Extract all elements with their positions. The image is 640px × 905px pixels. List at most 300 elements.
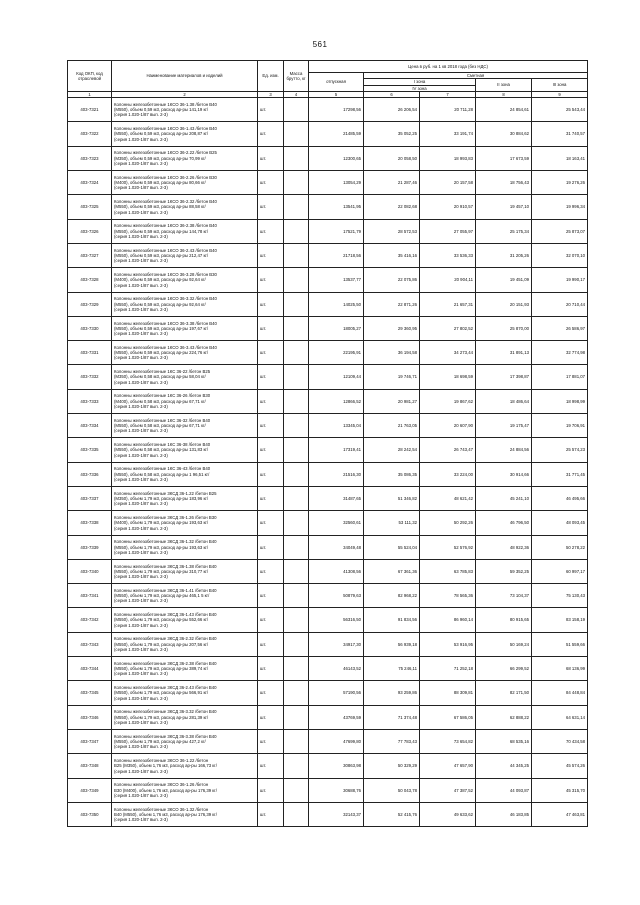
item-description-line: (серия 1.020-1/87 вып. 2-3) <box>114 258 168 264</box>
price-zone-1: 22 871,26 <box>364 292 420 316</box>
price-zone-1: 52 415,76 <box>364 802 420 826</box>
price-zone-2: 86 960,14 <box>420 608 476 632</box>
item-description-line: (М400), объем 0,59 м3, расход ар-ры 92,64 кг/ <box>114 277 206 283</box>
item-description-line: (серия 1.020-1/87 вып. 2-3) <box>114 282 168 288</box>
price-zone-4: 84 448,84 <box>532 681 588 705</box>
item-description-line: (М550), объем 0,59 м3, расход ар-ры 88,58 кг/ <box>114 204 206 210</box>
price-release: 31487,65 <box>309 486 364 510</box>
item-description-line: В25 (М350), объем 1,76 м3, расход ар-ры 166,73 кг/ <box>114 763 217 769</box>
price-zone-4: 32 070,10 <box>532 243 588 267</box>
price-zone-1: 50 043,78 <box>364 778 420 802</box>
price-zone-4: 48 093,45 <box>532 511 588 535</box>
item-unit: шт. <box>258 559 284 583</box>
price-release: 12300,65 <box>309 146 364 170</box>
price-zone-2: 71 252,18 <box>420 657 476 681</box>
table-row <box>68 657 588 681</box>
item-unit: шт. <box>258 292 284 316</box>
item-description-line: Колонны железобетонные 1КСО 36-1.43 /бетон В40 <box>114 126 217 132</box>
price-zone-3: 45 241,10 <box>476 486 532 510</box>
price-zone-1: 35 416,16 <box>364 243 420 267</box>
header-zone-2: II зона <box>476 79 532 92</box>
price-zone-1: 93 259,86 <box>364 681 420 705</box>
item-description <box>112 268 258 292</box>
item-description-line: (серия 1.020-1/87 вып. 2-3) <box>114 331 168 337</box>
item-description-line: (М350), объем 0,58 м3, расход ар-ры 58,04 кг/ <box>114 374 206 380</box>
item-mass <box>284 705 309 729</box>
item-description <box>112 608 258 632</box>
item-description-line: (М550), объем 0,58 м3, расход ар-ры 131,83 кг/ <box>114 447 209 453</box>
item-description-line: (серия 1.020-1/87 вып. 2-3) <box>114 549 168 555</box>
price-zone-1: 51 346,82 <box>364 486 420 510</box>
price-release: 32560,61 <box>309 511 364 535</box>
item-description-line: Колонны железобетонные 1КСО 36-3.38 /бетон В40 <box>114 320 217 326</box>
item-mass <box>284 195 309 219</box>
price-zone-1: 56 939,18 <box>364 632 420 656</box>
price-zone-2: 67 586,05 <box>420 705 476 729</box>
item-description-line: Колонны железобетонные 1КСО 36-2.38 /бетон В40 <box>114 223 217 229</box>
price-zone-3: 46 183,85 <box>476 802 532 826</box>
price-zone-3: 48 922,36 <box>476 535 532 559</box>
table-row <box>68 511 588 535</box>
item-description <box>112 559 258 583</box>
price-zone-4: 18 998,99 <box>532 389 588 413</box>
header-name: Наименование материалов и изделий <box>112 61 258 92</box>
table-row <box>68 778 588 802</box>
item-code: 403-7344 <box>68 657 112 681</box>
item-code: 403-7329 <box>68 292 112 316</box>
table-row <box>68 365 588 389</box>
item-mass <box>284 268 309 292</box>
item-mass <box>284 243 309 267</box>
price-zone-3: 18 756,43 <box>476 171 532 195</box>
item-code: 403-7327 <box>68 243 112 267</box>
item-mass <box>284 171 309 195</box>
item-description-line: (М550), объем 0,59 м3, расход ар-ры 208,87 кг/ <box>114 131 209 137</box>
table-row <box>68 462 588 486</box>
item-description-line: Колонны железобетонные 3КСД 36-3.32 /бетон В40 <box>114 709 217 715</box>
item-description-line: (М550), объем 1,79 м3, расход ар-ры 207,56 кг/ <box>114 641 209 647</box>
item-description-line: Колонны железобетонные 1КСО 36-3.28 /бетон В30 <box>114 271 217 277</box>
item-description-line: Колонны железобетонные 3КСО 36-1.26 /бетон <box>114 782 209 788</box>
item-description-line: Колонны железобетонные 3КСД 36-1.38 /бетон В40 <box>114 563 217 569</box>
item-code: 403-7346 <box>68 705 112 729</box>
price-zone-3: 59 352,25 <box>476 559 532 583</box>
price-zone-1: 50 329,29 <box>364 754 420 778</box>
item-description-line: (серия 1.020-1/87 вып. 2-3) <box>114 112 168 118</box>
price-zone-4: 47 463,81 <box>532 802 588 826</box>
item-description-line: (М550), объем 0,59 м3, расход ар-ры 224,76 кг/ <box>114 350 209 356</box>
price-release: 43769,59 <box>309 705 364 729</box>
item-description-line: Колонны железобетонные 3КСД 36-1.22 /бетон В25 <box>114 490 217 496</box>
item-description-line: (М550), объем 0,59 м3, расход ар-ры 144,78 кг/ <box>114 228 209 234</box>
item-mass <box>284 778 309 802</box>
item-mass <box>284 365 309 389</box>
header-code: Код ОКП, код отраслевой <box>68 61 112 92</box>
item-mass <box>284 535 309 559</box>
item-unit: шт. <box>258 778 284 802</box>
price-release: 13345,04 <box>309 414 364 438</box>
item-mass <box>284 146 309 170</box>
price-zone-1: 53 111,32 <box>364 511 420 535</box>
price-zone-1: 35 086,35 <box>364 462 420 486</box>
item-unit: шт. <box>258 657 284 681</box>
item-description-line: (серия 1.020-1/87 вып. 2-3) <box>114 355 168 361</box>
item-description-line: (М550), объем 0,59 м3, расход ар-ры 197,67 кг/ <box>114 325 209 331</box>
item-code: 403-7343 <box>68 632 112 656</box>
item-unit: шт. <box>258 389 284 413</box>
price-zone-2: 33 224,00 <box>420 462 476 486</box>
item-description-line: (серия 1.020-1/87 вып. 2-3) <box>114 452 168 458</box>
price-zone-4: 25 873,07 <box>532 219 588 243</box>
price-zone-1: 21 763,05 <box>364 414 420 438</box>
price-release: 32143,37 <box>309 802 364 826</box>
item-code: 403-7340 <box>68 559 112 583</box>
item-description <box>112 219 258 243</box>
item-description-line: (серия 1.020-1/87 вып. 2-3) <box>114 574 168 580</box>
item-description-line: (серия 1.020-1/87 вып. 2-3) <box>114 598 168 604</box>
item-unit: шт. <box>258 146 284 170</box>
table-row <box>68 98 588 122</box>
item-description-line: (серия 1.020-1/87 вып. 2-3) <box>114 476 168 482</box>
header-estimate-group: Сметная <box>364 73 588 79</box>
price-zone-3: 24 884,56 <box>476 438 532 462</box>
item-code: 403-7336 <box>68 462 112 486</box>
item-description-line: (серия 1.020-1/87 вып. 2-3) <box>114 622 168 628</box>
price-zone-3: 80 915,65 <box>476 608 532 632</box>
item-unit: шт. <box>258 414 284 438</box>
price-zone-4: 50 278,22 <box>532 535 588 559</box>
price-zone-2: 27 802,52 <box>420 316 476 340</box>
price-zone-2: 26 743,47 <box>420 438 476 462</box>
item-description-line: (М550), объем 0,58 м3, расход ар-ры 1 96,51 кг/ <box>114 471 210 477</box>
item-unit: шт. <box>258 243 284 267</box>
price-release: 46143,52 <box>309 657 364 681</box>
item-code: 403-7350 <box>68 802 112 826</box>
item-description <box>112 122 258 146</box>
item-description-line: Колонны железобетонные 1КС 36-38 /бетон В40 <box>114 442 211 448</box>
price-zone-1: 28 572,53 <box>364 219 420 243</box>
table-row <box>68 316 588 340</box>
item-description <box>112 292 258 316</box>
item-code: 403-7326 <box>68 219 112 243</box>
item-description <box>112 146 258 170</box>
price-release: 13054,29 <box>309 171 364 195</box>
table-row <box>68 729 588 753</box>
item-code: 403-7338 <box>68 511 112 535</box>
price-zone-4: 31 740,57 <box>532 122 588 146</box>
item-description-line: (серия 1.020-1/87 вып. 2-3) <box>114 404 168 410</box>
price-zone-2: 18 993,83 <box>420 146 476 170</box>
item-unit: шт. <box>258 486 284 510</box>
price-zone-4: 17 881,07 <box>532 365 588 389</box>
item-mass <box>284 657 309 681</box>
price-zone-2: 47 387,52 <box>420 778 476 802</box>
table-row <box>68 535 588 559</box>
price-release: 17319,41 <box>309 438 364 462</box>
price-release: 56316,50 <box>309 608 364 632</box>
item-mass <box>284 316 309 340</box>
item-mass <box>284 584 309 608</box>
price-zone-1: 19 746,71 <box>364 365 420 389</box>
item-unit: шт. <box>258 705 284 729</box>
item-mass <box>284 292 309 316</box>
item-description-line: (серия 1.020-1/87 вып. 2-3) <box>114 209 168 215</box>
table-row <box>68 146 588 170</box>
item-description-line: (М550), объем 1,79 м3, расход ар-ры 552,66 кг/ <box>114 617 209 623</box>
price-zone-3: 82 171,50 <box>476 681 532 705</box>
item-description-line: (М550), объем 1,79 м3, расход ар-ры 427,2 кг/ <box>114 738 206 744</box>
price-zone-3: 19 457,10 <box>476 195 532 219</box>
price-release: 57190,56 <box>309 681 364 705</box>
item-description-line: (М400), объем 0,59 м3, расход ар-ры 80,66 кг/ <box>114 180 206 186</box>
price-release: 12109,44 <box>309 365 364 389</box>
price-zone-1: 35 052,25 <box>364 122 420 146</box>
item-unit: шт. <box>258 584 284 608</box>
price-zone-2: 33 536,33 <box>420 243 476 267</box>
item-unit: шт. <box>258 535 284 559</box>
table-row <box>68 486 588 510</box>
item-description-line: Колонны железобетонные 1КСО 36-2.22 /бетон В25 <box>114 150 217 156</box>
item-mass <box>284 729 309 753</box>
price-release: 13541,95 <box>309 195 364 219</box>
item-description <box>112 414 258 438</box>
item-description-line: (М550), объем 0,59 м3, расход ар-ры 212,47 кг/ <box>114 252 209 258</box>
item-description <box>112 98 258 122</box>
price-zone-3: 20 151,93 <box>476 292 532 316</box>
item-description-line: (серия 1.020-1/87 вып. 2-3) <box>114 817 168 823</box>
item-description-line: (М350), объем 1,79 м3, расход ар-ры 183,96 кг/ <box>114 495 209 501</box>
item-unit: шт. <box>258 681 284 705</box>
item-description-line: (серия 1.020-1/87 вып. 2-3) <box>114 428 168 434</box>
table-row <box>68 243 588 267</box>
price-zone-2: 48 621,42 <box>420 486 476 510</box>
price-zone-3: 31 205,26 <box>476 243 532 267</box>
item-code: 403-7335 <box>68 438 112 462</box>
table-row <box>68 219 588 243</box>
item-description-line: Колонны железобетонные 1КСО 36-2.26 /бетон В30 <box>114 174 217 180</box>
item-description-line: (М550), объем 1,79 м3, расход ар-ры 193,63 кг/ <box>114 544 209 550</box>
price-zone-2: 49 633,62 <box>420 802 476 826</box>
table-row <box>68 559 588 583</box>
item-description-line: (М350), объем 0,59 м3, расход ар-ры 70,99 кг/ <box>114 155 206 161</box>
item-description-line: (М550), объем 1,79 м3, расход ар-ры 389,74 кг/ <box>114 666 209 672</box>
item-description-line: Колонны железобетонные 3КСД 36-2.32 /бетон В40 <box>114 636 217 642</box>
item-description-line: (серия 1.020-1/87 вып. 2-3) <box>114 695 168 701</box>
price-zone-2: 47 657,90 <box>420 754 476 778</box>
price-zone-1: 29 360,95 <box>364 316 420 340</box>
item-description-line: (серия 1.020-1/87 вып. 2-3) <box>114 647 168 653</box>
item-description-line: (М550), объем 1,79 м3, расход ар-ры 566,91 кг/ <box>114 690 209 696</box>
item-description-line: Колонны железобетонные 1КСО 36-3.32 /бетон В40 <box>114 296 217 302</box>
price-zone-1: 22 082,68 <box>364 195 420 219</box>
item-description-line: Колонны железобетонные 3КСО 36-1.32 /бетон <box>114 806 209 812</box>
price-zone-4: 60 997,17 <box>532 559 588 583</box>
price-zone-2: 20 711,28 <box>420 98 476 122</box>
header-mass: Масса брутто, кг <box>284 61 309 92</box>
item-mass <box>284 98 309 122</box>
item-description-line: Колонны железобетонные 3КСД 36-2.38 /бетон В40 <box>114 660 217 666</box>
item-description <box>112 341 258 365</box>
item-mass <box>284 608 309 632</box>
item-description <box>112 511 258 535</box>
item-description-line: (М550), объем 0,59 м3, расход ар-ры 141,19 кг/ <box>114 107 209 113</box>
header-price-group: Цена в руб. на 1 кв 2018 года (без НДС) <box>309 61 588 73</box>
item-description-line: (серия 1.020-1/87 вып. 2-3) <box>114 501 168 507</box>
price-release: 21516,30 <box>309 462 364 486</box>
table-row <box>68 705 588 729</box>
table-row <box>68 632 588 656</box>
price-zone-4: 51 559,66 <box>532 632 588 656</box>
price-zone-4: 19 276,26 <box>532 171 588 195</box>
price-release: 12866,52 <box>309 389 364 413</box>
price-release: 21485,59 <box>309 122 364 146</box>
item-description <box>112 802 258 826</box>
item-code: 403-7330 <box>68 316 112 340</box>
table-row <box>68 802 588 826</box>
price-zone-3: 46 796,50 <box>476 511 532 535</box>
item-mass <box>284 438 309 462</box>
item-description-line: (серия 1.020-1/87 вып. 2-3) <box>114 719 168 725</box>
item-mass <box>284 219 309 243</box>
item-description-line: (М550), объем 0,58 м3, расход ар-ры 67,71 кг/ <box>114 423 206 429</box>
price-release: 22195,91 <box>309 341 364 365</box>
price-zone-4: 45 315,70 <box>532 778 588 802</box>
item-description-line: Колонны железобетонные 1КСО 36-2.32 /бетон В40 <box>114 199 217 205</box>
item-description-line: (М550), объем 1,79 м3, расход ар-ры 281,39 кг/ <box>114 714 209 720</box>
item-description <box>112 486 258 510</box>
price-zone-3: 17 673,59 <box>476 146 532 170</box>
item-description-line: Колонны железобетонные 1КСО 36-2.43 /бетон В40 <box>114 247 217 253</box>
item-description-line: Колонны железобетонные 1КС 36-22 /бетон В25 <box>114 369 211 375</box>
price-zone-3: 31 891,13 <box>476 341 532 365</box>
item-unit: шт. <box>258 511 284 535</box>
price-zone-2: 19 867,62 <box>420 389 476 413</box>
header-zone-4: IV зона <box>364 85 476 91</box>
item-mass <box>284 559 309 583</box>
item-description-line: Колонны железобетонные 3КСД 36-1.41 /бетон В40 <box>114 587 217 593</box>
price-release: 13537,77 <box>309 268 364 292</box>
price-zone-1: 20 058,50 <box>364 146 420 170</box>
item-description <box>112 316 258 340</box>
price-release: 17298,56 <box>309 98 364 122</box>
price-zone-1: 77 783,43 <box>364 729 420 753</box>
item-code: 403-7342 <box>68 608 112 632</box>
column-number: 6 <box>364 91 420 97</box>
header-zone-1: I зона <box>364 79 476 85</box>
item-description-line: Колонны железобетонные 3КСД 36-2.43 /бетон В40 <box>114 685 217 691</box>
item-code: 403-7321 <box>68 98 112 122</box>
item-description-line: Колонны железобетонные 3КСД 36-1.26 /бетон В30 <box>114 514 217 520</box>
item-mass <box>284 754 309 778</box>
table-row <box>68 608 588 632</box>
item-description <box>112 365 258 389</box>
item-description-line: (серия 1.020-1/87 вып. 2-3) <box>114 233 168 239</box>
item-mass <box>284 511 309 535</box>
price-zone-2: 52 576,92 <box>420 535 476 559</box>
item-description <box>112 632 258 656</box>
price-zone-1: 21 287,46 <box>364 171 420 195</box>
item-description-line: (М400), объем 0,58 м3, расход ар-ры 67,71 кг/ <box>114 398 206 404</box>
price-release: 34917,30 <box>309 632 364 656</box>
item-description <box>112 535 258 559</box>
item-mass <box>284 462 309 486</box>
column-number: 3 <box>258 91 284 97</box>
item-unit: шт. <box>258 122 284 146</box>
item-description-line: Колонны железобетонные 1КС 36-32 /бетон В40 <box>114 417 211 423</box>
table-row <box>68 292 588 316</box>
price-zone-2: 88 309,81 <box>420 681 476 705</box>
price-zone-4: 68 136,99 <box>532 657 588 681</box>
item-mass <box>284 486 309 510</box>
price-zone-3: 25 870,00 <box>476 316 532 340</box>
item-description <box>112 584 258 608</box>
item-description <box>112 171 258 195</box>
price-zone-3: 17 398,87 <box>476 365 532 389</box>
price-zone-1: 71 374,48 <box>364 705 420 729</box>
table-body <box>68 98 588 827</box>
price-zone-3: 50 169,24 <box>476 632 532 656</box>
table-row <box>68 389 588 413</box>
table-row <box>68 122 588 146</box>
price-zone-4: 75 130,43 <box>532 584 588 608</box>
item-description-line: В40 (М550), объем 1,76 м3, расход ар-ры 176,39 кг/ <box>114 811 217 817</box>
item-code: 403-7332 <box>68 365 112 389</box>
price-zone-4: 18 163,41 <box>532 146 588 170</box>
table-row <box>68 171 588 195</box>
price-zone-2: 20 607,90 <box>420 414 476 438</box>
item-unit: шт. <box>258 171 284 195</box>
item-code: 403-7337 <box>68 486 112 510</box>
item-description <box>112 243 258 267</box>
item-description-line: (серия 1.020-1/87 вып. 2-3) <box>114 744 168 750</box>
item-code: 403-7322 <box>68 122 112 146</box>
price-zone-3: 66 299,52 <box>476 657 532 681</box>
item-description-line: (серия 1.020-1/87 вып. 2-3) <box>114 185 168 191</box>
item-description-line: Колонны железобетонные 1КСО 36-1.38 /бетон В40 <box>114 101 217 107</box>
item-unit: шт. <box>258 632 284 656</box>
item-description-line: (М400), объем 1,79 м3, расход ар-ры 193,63 кг/ <box>114 520 209 526</box>
item-mass <box>284 389 309 413</box>
price-zone-3: 62 888,22 <box>476 705 532 729</box>
price-zone-1: 26 206,54 <box>364 98 420 122</box>
price-release: 14025,50 <box>309 292 364 316</box>
price-zone-1: 55 524,04 <box>364 535 420 559</box>
price-zone-2: 50 292,26 <box>420 511 476 535</box>
price-zone-4: 31 771,45 <box>532 462 588 486</box>
price-zone-3: 44 093,87 <box>476 778 532 802</box>
table-row <box>68 438 588 462</box>
item-description-line: (М550), объем 0,59 м3, расход ар-ры 92,64 кг/ <box>114 301 206 307</box>
price-zone-1: 20 981,27 <box>364 389 420 413</box>
price-zone-1: 82 968,22 <box>364 584 420 608</box>
price-zone-2: 20 157,58 <box>420 171 476 195</box>
price-zone-3: 73 104,37 <box>476 584 532 608</box>
item-description <box>112 681 258 705</box>
table-row <box>68 584 588 608</box>
price-zone-3: 25 175,34 <box>476 219 532 243</box>
item-code: 403-7348 <box>68 754 112 778</box>
item-description-line: Колонны железобетонные 1КСО 36-3.43 /бетон В40 <box>114 344 217 350</box>
item-mass <box>284 341 309 365</box>
item-description-line: (серия 1.020-1/87 вып. 2-3) <box>114 379 168 385</box>
price-zone-2: 18 698,59 <box>420 365 476 389</box>
table-row <box>68 195 588 219</box>
price-zone-3: 30 884,62 <box>476 122 532 146</box>
item-unit: шт. <box>258 462 284 486</box>
item-description-line: (серия 1.020-1/87 вып. 2-3) <box>114 306 168 312</box>
table-header <box>68 61 588 98</box>
item-mass <box>284 802 309 826</box>
